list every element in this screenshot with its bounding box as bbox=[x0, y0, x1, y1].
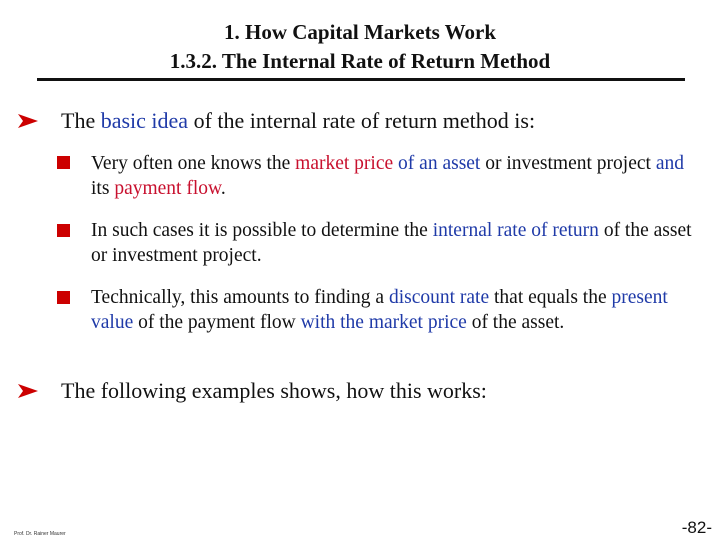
bullet-examples: The following examples shows, how this works: bbox=[61, 378, 487, 403]
square-bullet-icon bbox=[57, 291, 70, 304]
text-segment: or investment project bbox=[480, 153, 656, 174]
page-number: -82- bbox=[681, 518, 712, 537]
highlight-with-the-market-price: with the market price bbox=[300, 312, 467, 333]
square-bullet-icon bbox=[57, 156, 70, 169]
square-bullet-icon bbox=[57, 224, 70, 237]
highlight-internal-rate-of-return: internal rate of return bbox=[432, 220, 599, 241]
text-segment: of the internal rate of return method is: bbox=[188, 108, 536, 133]
text-segment: its bbox=[91, 178, 115, 199]
text-segment: of the asset. bbox=[466, 312, 565, 333]
text-segment: Technically, this amounts to finding a bbox=[91, 287, 389, 308]
slide-title bbox=[0, 18, 720, 76]
sub-bullet-market-price bbox=[91, 151, 696, 201]
highlight-of-an-asset: of an asset bbox=[398, 153, 481, 174]
text-segment: Very often one knows the bbox=[91, 153, 296, 174]
text-segment: of the asset or investment project. bbox=[91, 220, 692, 266]
text-segment: . bbox=[220, 178, 226, 199]
arrow-bullet-icon bbox=[18, 384, 38, 398]
footer-author: Prof. Dr. Rainer Maurer bbox=[14, 531, 66, 537]
text-segment: In such cases it is possible to determine the bbox=[91, 220, 433, 241]
arrow-bullet-icon bbox=[18, 114, 38, 128]
sub-bullet-irr bbox=[91, 218, 696, 268]
title-divider bbox=[37, 78, 685, 81]
bullet-basic-idea bbox=[61, 107, 535, 135]
highlight-discount-rate: discount rate bbox=[388, 287, 490, 308]
highlight-and: and bbox=[655, 153, 684, 174]
sub-bullet-discount-rate bbox=[91, 285, 696, 335]
text-segment: The bbox=[61, 108, 101, 133]
title-line-2: 1.3.2. The Internal Rate of Return Method bbox=[169, 49, 551, 73]
highlight-basic-idea: basic idea bbox=[100, 108, 189, 133]
title-line-1: 1. How Capital Markets Work bbox=[223, 20, 497, 44]
highlight-market-price: market price bbox=[295, 153, 394, 174]
highlight-present-value: present value bbox=[91, 287, 668, 333]
text-segment: that equals the bbox=[489, 287, 612, 308]
highlight-payment-flow: payment flow bbox=[114, 178, 221, 199]
text-segment: of the payment flow bbox=[133, 312, 301, 333]
